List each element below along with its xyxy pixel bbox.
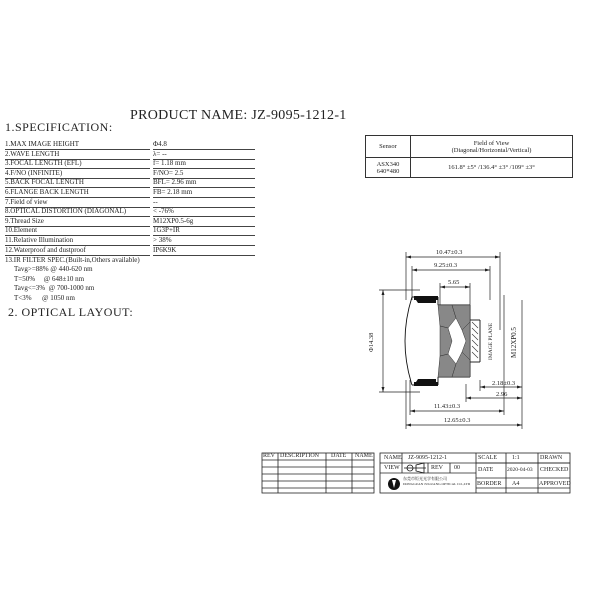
spec-label: 4.F/NO (INFINITE) — [5, 168, 150, 179]
dim-top1: 10.47±0.3 — [436, 249, 463, 256]
company-logo-icon — [388, 478, 400, 490]
projection-symbol-icon — [404, 463, 426, 473]
tb-company-en: DONGGUAN JUGUANG OPTICAL CO.,LTD — [403, 482, 471, 486]
tb-rev-value: 00 — [454, 465, 460, 471]
spec-value: 1G3P+IR — [153, 225, 255, 236]
dim-thread: M12XP0.5 — [510, 327, 518, 358]
tb-rev-label: REV — [431, 465, 443, 471]
tb-name-header: NAME — [355, 453, 373, 459]
spec-value: IP6K9K — [153, 245, 255, 256]
fov-header-title: Field of View — [473, 139, 510, 147]
spec-value: -- — [153, 197, 255, 208]
spec-label: 2.WAVE LENGTH — [5, 149, 150, 160]
dim-218: 2.18±0.3 — [492, 380, 516, 387]
product-label: PRODUCT NAME: — [130, 108, 248, 123]
filter-row: Tavg>=88% @ 440-620 nm — [14, 265, 93, 273]
lens-housing — [414, 296, 438, 386]
spec-label: 1.MAX IMAGE HEIGHT — [5, 139, 150, 150]
tb-approved: APPROVED — [539, 481, 571, 487]
front-dome — [405, 297, 412, 385]
spec-label: 8.OPTICAL DISTORTION (DIAGONAL) — [5, 206, 150, 217]
tb-border-label: BORDER — [477, 481, 502, 487]
filter-row: T=50% @ 648±10 nm — [14, 274, 85, 283]
dim-296: 2.96 — [496, 391, 508, 398]
spec-value: > 38% — [153, 235, 255, 246]
spec-value: FB= 2.18 mm — [153, 187, 255, 198]
dim-1143: 11.43±0.3 — [434, 403, 461, 410]
fov-header-subtitle: (Diagonal/Horizontal/Vertical) — [451, 146, 532, 154]
dim-top2: 9.25±0.3 — [434, 262, 458, 269]
spec-value: BFL= 2.96 mm — [153, 177, 255, 188]
tb-date-value: 2020-04-03 — [507, 467, 533, 473]
fov-sensor-model: ASX340 — [376, 160, 400, 168]
fov-sensor-resolution: 640*480 — [376, 167, 400, 175]
spec-label: 12.Waterproof and dustproof — [5, 245, 150, 256]
thread-hatch — [472, 322, 478, 358]
spec-value: λ= -- — [153, 149, 255, 160]
fov-value: 161.8° ±5° /136.4° ±3° /109° ±3° — [411, 158, 573, 178]
spec-label: 10.Element — [5, 225, 150, 236]
spec-label: 11.Relative Illumination — [5, 235, 150, 246]
spec-value: M12XP0.5-6g — [153, 216, 255, 227]
tb-name-value: JZ-9095-1212-1 — [408, 455, 447, 461]
tb-date-label: DATE — [478, 467, 494, 473]
tb-name-label: NAME — [384, 455, 402, 461]
tb-date-header: DATE — [331, 453, 347, 459]
spec-value: < -76% — [153, 206, 255, 217]
filter-row: T<3% @ 1050 nm — [14, 293, 75, 302]
product-name: JZ-9095-1212-1 — [251, 108, 347, 123]
filter-row: Tavg<=3% @ 700-1000 nm — [14, 284, 95, 292]
spec-value: Φ4.8 — [153, 139, 255, 150]
tb-scale-value: 1:1 — [512, 455, 520, 461]
lens-elements — [438, 305, 470, 377]
filter-title: 13.IR FILTER SPEC.(Built-in,Others available) — [5, 256, 140, 264]
tb-view-label: VIEW — [384, 465, 400, 471]
tb-company-cn: 东莞市钜光光学有限公司 — [403, 476, 447, 481]
spec-label: 7.Field of view — [5, 197, 150, 208]
spec-label: 9.Thread Size — [5, 216, 150, 227]
spec-label: 3.FOCAL LENGTH (EFL) — [5, 158, 150, 169]
spec-value: F/NO= 2.5 — [153, 168, 255, 179]
dim-diameter: Φ14.38 — [368, 332, 375, 352]
tb-drawn: DRAWN — [540, 455, 563, 461]
tb-rev-header: REV — [263, 453, 275, 459]
spec-value: f= 1.18 mm — [153, 158, 255, 169]
spec-label: 6.FLANGE BACK LENGTH — [5, 187, 150, 198]
tb-checked: CHECKED — [540, 467, 569, 473]
tb-description-header: DESCRIPTION — [280, 453, 320, 459]
spec-title: 1.SPECIFICATION: — [5, 120, 113, 134]
spec-label: 5.BACK FOCAL LENGTH — [5, 177, 150, 188]
tb-border-value: A4 — [512, 481, 520, 487]
layout-title: 2. OPTICAL LAYOUT: — [8, 305, 134, 319]
fov-header-sensor: Sensor — [366, 136, 411, 158]
tb-scale-label: SCALE — [478, 455, 498, 461]
dim-image-plane: IMAGE PLANE — [488, 322, 494, 360]
dim-1265: 12.65±0.3 — [444, 417, 471, 424]
dim-top3: 5.65 — [448, 279, 460, 286]
